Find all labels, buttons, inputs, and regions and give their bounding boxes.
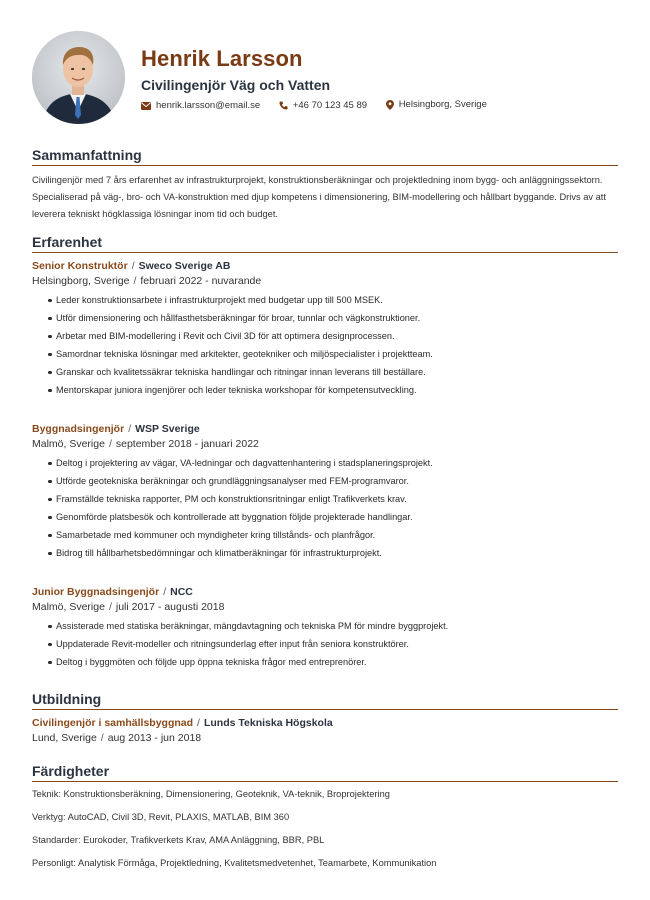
list-item: Bidrog till hållbarhetsbedömningar och klimatberäkningar för infrastrukturprojekt. <box>48 544 618 562</box>
job-entry <box>32 422 618 562</box>
job-entry <box>32 259 618 399</box>
location-contact <box>386 99 487 110</box>
job-bullets <box>32 617 618 671</box>
job-header <box>32 585 618 599</box>
separator: / <box>108 601 112 613</box>
separator: / <box>163 586 167 598</box>
skill-line: Personligt: Analytisk Förmåga, Projektledning, Kvalitetsmedvetenhet, Teamarbete, Kommunikation <box>32 858 437 868</box>
separator: / <box>108 438 112 450</box>
education-period: aug 2013 - jun 2018 <box>107 732 202 744</box>
job-header <box>32 422 618 436</box>
job-company: NCC <box>170 586 193 598</box>
separator: / <box>128 423 132 435</box>
contact-info <box>141 99 503 113</box>
job-role: Junior Byggnadsingenjör <box>32 586 160 598</box>
job-bullets <box>32 291 618 399</box>
skills-section <box>32 763 618 875</box>
job-period: september 2018 - januari 2022 <box>115 438 259 450</box>
person-name: Henrik Larsson <box>141 46 303 71</box>
list-item: Leder konstruktionsarbete i infrastrukturprojekt med budgetar upp till 500 MSEK. <box>48 291 618 309</box>
phone-text: +46 70 123 45 89 <box>292 99 368 111</box>
job-location: Malmö, Sverige <box>32 601 105 613</box>
avatar-portrait <box>32 31 125 124</box>
list-item: Framställde tekniska rapporter, PM och konstruktionsritningar enligt Trafikverkets krav. <box>48 490 618 508</box>
job-header <box>32 259 618 273</box>
job-bullets <box>32 454 618 562</box>
degree: Civilingenjör i samhällsbyggnad <box>32 717 194 729</box>
list-item: Uppdaterade Revit-modeller och ritningsunderlag efter input från seniora konstruktörer. <box>48 635 618 653</box>
education-meta <box>32 730 618 746</box>
job-company: Sweco Sverige AB <box>138 260 231 272</box>
phone-icon <box>279 101 288 110</box>
job-location: Helsingborg, Sverige <box>32 275 130 287</box>
list-item: Samarbetade med kommuner och myndigheter kring tillstånds- och planfrågor. <box>48 526 618 544</box>
job-entry <box>32 585 618 671</box>
list-item: Deltog i projektering av vägar, VA-ledningar och dagvattenhantering i stadsplaneringsprojekt. <box>48 454 618 472</box>
job-meta <box>32 436 618 452</box>
job-location: Malmö, Sverige <box>32 438 105 450</box>
education-section <box>32 691 618 746</box>
summary-section <box>32 147 618 223</box>
list-item: Arbetar med BIM-modellering i Revit och Civil 3D för att optimera designprocessen. <box>48 327 618 345</box>
email-text: henrik.larsson@email.se <box>156 100 261 111</box>
education-heading: Utbildning <box>32 691 618 710</box>
school: Lunds Tekniska Högskola <box>203 717 333 729</box>
separator: / <box>133 275 137 287</box>
list-item: Granskar och kvalitetssäkrar tekniska handlingar och ritningar innan leverans till beställare. <box>48 363 618 381</box>
job-company: WSP Sverige <box>135 423 200 435</box>
education-location: Lund, Sverige <box>32 732 97 744</box>
list-item: Mentorskapar juniora ingenjörer och leder tekniska workshopar för kompetensutveckling. <box>48 381 618 399</box>
phone-contact[interactable] <box>279 100 367 111</box>
skill-line: Standarder: Eurokoder, Trafikverkets Krav, AMA Anläggning, BBR, PBL <box>32 835 325 845</box>
experience-section <box>32 234 618 671</box>
job-meta <box>32 599 618 615</box>
separator: / <box>197 717 200 729</box>
skills-heading: Färdigheter <box>32 763 618 782</box>
email-contact[interactable] <box>141 100 260 111</box>
list-item: Assisterade med statiska beräkningar, mängdavtagning och tekniska PM för mindre byggprojekt. <box>48 617 618 635</box>
separator: / <box>131 260 135 272</box>
job-role: Senior Konstruktör <box>32 260 128 272</box>
location-text: Helsingborg, Sverige <box>398 99 487 110</box>
skill-line: Teknik: Konstruktionsberäkning, Dimensionering, Geoteknik, VA-teknik, Broprojektering <box>32 789 390 799</box>
summary-text: Civilingenjör med 7 års erfarenhet av infrastrukturprojekt, konstruktionsberäkningar och projektledning inom bygg- och anläggningssektorn. Specialiserad på väg-, bro- och VA-konstruktion med djup kompetens i dimensionering, BIM-modellering och hållbart byggande. Drivs av att leverera tekniskt högklassiga lösningar inom tid och budget. <box>32 175 606 219</box>
location-pin-icon <box>386 100 394 110</box>
skill-line: Verktyg: AutoCAD, Civil 3D, Revit, PLAXIS, MATLAB, BIM 360 <box>32 812 290 822</box>
job-role: Byggnadsingenjör <box>32 423 125 435</box>
separator: / <box>100 732 104 744</box>
list-item: Utförde geotekniska beräkningar och grundläggningsanalyser med FEM-programvaror. <box>48 472 618 490</box>
list-item: Samordnar tekniska lösningar med arkitekter, geotekniker och miljöspecialister i projektteam. <box>48 345 618 363</box>
list-item: Utför dimensionering och hållfasthetsberäkningar för broar, tunnlar och vägkonstruktioner. <box>48 309 618 327</box>
resume-header <box>32 31 632 125</box>
summary-heading: Sammanfattning <box>32 147 618 166</box>
job-period: februari 2022 - nuvarande <box>140 275 262 287</box>
mail-icon <box>141 102 151 110</box>
list-item: Deltog i byggmöten och följde upp öppna tekniska frågor med entreprenörer. <box>48 653 618 671</box>
education-header <box>32 716 618 730</box>
experience-heading: Erfarenhet <box>32 234 618 253</box>
job-meta <box>32 273 618 289</box>
job-title: Civilingenjör Väg och Vatten <box>141 77 331 93</box>
list-item: Genomförde platsbesök och kontrollerade att byggnation följde projekterade handlingar. <box>48 508 618 526</box>
job-period: juli 2017 - augusti 2018 <box>115 601 225 613</box>
avatar <box>32 31 125 124</box>
